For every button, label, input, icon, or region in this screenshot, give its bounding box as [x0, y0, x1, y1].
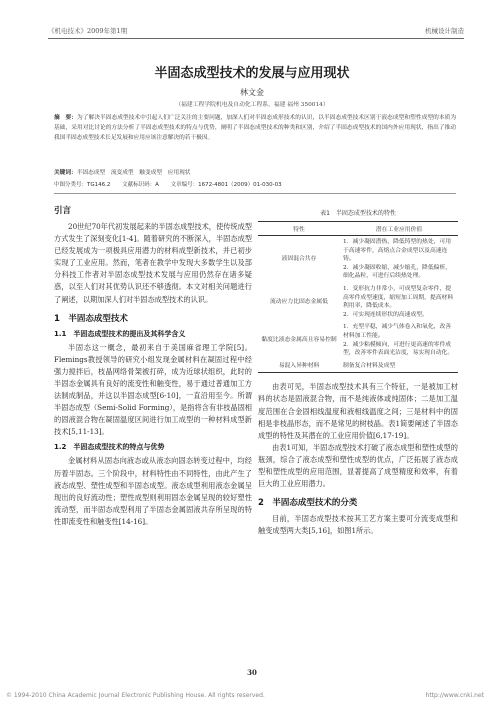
table-cell-line: 1．变形抗力非常小，可成型复杂零件，提高零件成型速度，缩短加工周期，提高材料利用率，降低成本。	[343, 285, 454, 310]
document-code: 文献标识码：A	[122, 182, 159, 188]
table-cell-value	[340, 321, 458, 359]
table-header-property: 特性	[258, 222, 340, 236]
table-row	[258, 360, 458, 373]
journal-column: 机械设计制造	[425, 27, 464, 35]
abstract-text: 为了解决半固态成型技术中引起人们广泛关注的主要问题，加深人们对半固态成形技术的认识，以半固态成型技术区别于液态成型和塑性成型的本质为基础，采用对比讨论的方法分析了半固态成型技术的特点与优势，阐明了半固态成型技术的种类和区别，介绍了半固态成型技术的国内外应用现状，指出了推动我国半固态成型技术长足发展和应用应该注意解决的若干极因。	[54, 115, 457, 142]
copyright-footer	[6, 692, 484, 699]
table-cell-property: 液固混合共存	[281, 256, 317, 263]
abstract-divider	[54, 193, 456, 194]
page-number: 30	[247, 668, 257, 677]
table-cell-property: 流动应力比固态金属低	[270, 298, 328, 305]
table-header-row	[258, 222, 458, 236]
journal-issue: 《机电技术》2009年第1期	[48, 27, 128, 35]
table-cell-line: 1．充型平稳，减少气体卷入和氧化，改善材料加工性能。	[343, 324, 452, 339]
right-column-text	[258, 381, 458, 537]
author-affiliation: （福建工程学院机电及自动化工程系，福建 福州 350014）	[175, 102, 329, 108]
table-row	[258, 236, 458, 283]
intro-paragraph: 20世纪70年代初发展起来的半固态成型技术，使传统成型方式发生了深刻变化[1-4]。随着研究的不断深入，半固态成型已经发展成为一项极具应用潜力的材料成型新技术，并已初步实现了工业应用。然而，笔者在教学中发现大多数学生以及部分科技工作者对半固态成型技术发展与应用仍然存在诸多疑惑，以至人们对其优势认识还不够透彻。本文对相关问题进行了阐述，以期加深人们对半固态成型技术的认识。	[54, 222, 252, 304]
table-row	[258, 321, 458, 359]
keywords-text: 半固态成型 流变成型 触变成型 应用现状	[76, 170, 191, 176]
table-cell-value	[340, 360, 458, 373]
section-1-1-heading: 1.1 半固态成型技术的提出及其科学含义	[54, 329, 186, 338]
article-title: 半固态成型技术的发展与应用现状	[154, 66, 350, 81]
left-column	[54, 204, 252, 528]
table-cell-property: 易混入异种材料	[258, 360, 340, 373]
section-1-heading: 1 半固态成型技术	[54, 313, 128, 324]
section-1-2-paragraph: 金属材料从固态向液态或从液态向固态转变过程中，均经历着半固态。三个阶段中，材料特性由不同特性，由此产生了液态成型、塑性成型和半固态成型。液态成型利用液态金属呈现出的良好流动性；塑性成型则利用固态金属呈现的较好塑性流动型，而半固态成型利用了半固态金属固液共存所呈现的特性即流变性和触变性[14-16]。	[54, 456, 252, 526]
abstract	[54, 113, 456, 144]
keywords-label: 关键词：	[54, 170, 77, 176]
advantages-paragraph: 由表1可知，半固态成型技术打破了液态成型和塑性成型的瓶颈，综合了液态成型和塑性成型的优点，广泛拓展了液态成型和塑性成型的应用范围，显著提高了成型精度和效率，有着巨大的工业应用潜力。	[258, 442, 458, 489]
section-2-paragraph: 目前，半固态成型技术按其工艺方案主要可分流变成型和触变成型两大类[5,16]，如图1所示。	[258, 514, 458, 536]
section-2-heading: 2 半固态成型技术的分类	[258, 498, 358, 509]
table-caption: 表1 半固态成型技术的特性	[320, 210, 396, 217]
table-cell-value	[340, 236, 458, 283]
header-rule	[48, 38, 464, 39]
table-cell-property: 黏度比液态金属高且容易控制	[261, 337, 337, 344]
table-cell-line: 2．可实现连续形状的高速成型。	[343, 311, 428, 318]
intro-heading: 引言	[54, 206, 72, 216]
keywords	[54, 167, 456, 176]
table-cell-line: 制备复合材料及成型	[343, 362, 396, 369]
article-author: 林文金	[240, 88, 264, 97]
table-header-value: 潜在工业应用价值	[340, 222, 458, 236]
table-row	[258, 283, 458, 321]
running-header	[48, 26, 464, 38]
clc-number: 中图分类号：TG146.2	[54, 182, 111, 188]
table-cell-line: 2．减少粘模倾向，可进行更高速的零件成型，改善零件表面光洁度，易实现自动化。	[343, 341, 454, 357]
table-cell-value	[340, 283, 458, 321]
right-column	[258, 208, 458, 537]
section-1-1-paragraph: 半固态这一概念，最初来自于美国麻省理工学院[5]。Flemings教授领导的研究小组发现金属材料在凝固过程中经强力搅拌后，枝晶网络骨架被打碎，成为近球状组织，此时的半固态金属具有良好的流变性和触变性，易于通过普通加工方法制成制品，并这以半固态成型[6-10]，一直沿用至今。所谓半固态成型（Semi-Solid Forming），是指将含有非枝晶固相的固液混合物在凝固温度区间进行加工成型的一种材料成型新技术[5,11-13]。	[54, 342, 252, 437]
section-1-2-heading: 1.2 半固态成型技术的特点与优势	[54, 443, 165, 452]
classification-line	[54, 180, 456, 188]
table-cell-line: 2．减少凝固收缩，减少缩孔，降低偏析，细化晶粒，可进行后续热处理。	[343, 264, 452, 280]
table-discussion-paragraph: 由表可见，半固态成型技术具有三个特征，一是被加工材料的状态是固液混合物，而不是纯液体或纯固体；二是加工温度范围在合金固相线温度和液相线温度之间；三是材料中的固相是非枝晶形态，而不是常见的树枝晶。表1简要阐述了半固态成型的特性及其潜在的工业应用价值[6,17-19]。	[258, 382, 458, 440]
properties-table	[258, 221, 458, 373]
cnki-link[interactable]: http://www.cnki.net	[425, 692, 484, 699]
abstract-label: 摘 要：	[54, 115, 77, 121]
copyright-text: © 1994-2010 China Academic Journal Electronic Publishing House. All rights reserved.	[6, 692, 265, 699]
table-cell-line: 1．减少凝固潜热，降低铸型的热处，可用于高速零件，高熔点合金成型以及高速连铸。	[343, 239, 452, 263]
article-number: 文章编号：1672-4801（2009）01-030-03	[170, 182, 282, 188]
